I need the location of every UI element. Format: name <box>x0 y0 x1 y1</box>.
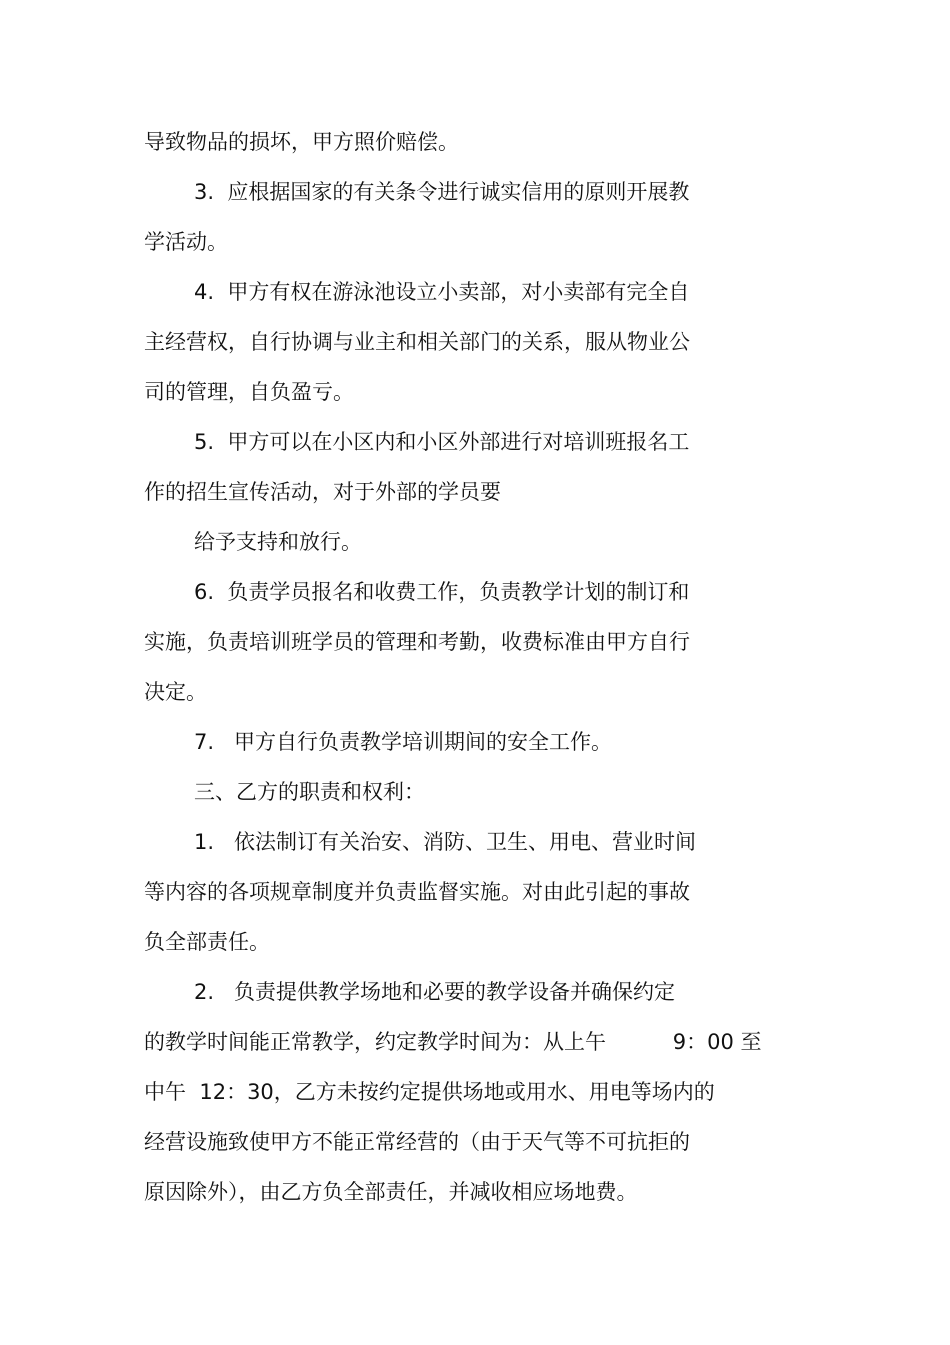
text-line: 经营设施致使甲方不能正常经营的（由于天气等不可抗拒的 <box>144 1130 690 1154</box>
text-line: 主经营权，自行协调与业主和相关部门的关系，服从物业公 <box>144 330 690 354</box>
text-line: 的教学时间能正常教学，约定教学时间为：从上午 9：00 至 <box>144 1030 762 1054</box>
section-heading: 三、乙方的职责和权利： <box>194 780 425 804</box>
text-line: 中午 12：30，乙方未按约定提供场地或用水、用电等场内的 <box>144 1080 715 1104</box>
text-line: 司的管理，自负盈亏。 <box>144 380 354 404</box>
text-line: 等内容的各项规章制度并负责监督实施。对由此引起的事故 <box>144 880 690 904</box>
text-line: 原因除外），由乙方负全部责任，并减收相应场地费。 <box>144 1180 638 1204</box>
text-line: 给予支持和放行。 <box>194 530 362 554</box>
text-line: 学活动。 <box>144 230 228 254</box>
text-line: 3. 应根据国家的有关条令进行诚实信用的原则开展教 <box>194 180 690 204</box>
text-line: 实施，负责培训班学员的管理和考勤，收费标准由甲方自行 <box>144 630 690 654</box>
text-line: 负全部责任。 <box>144 930 270 954</box>
text-line: 作的招生宣传活动，对于外部的学员要 <box>144 480 501 504</box>
text-line: 导致物品的损坏，甲方照价赔偿。 <box>144 130 459 154</box>
text-line: 7. 甲方自行负责教学培训期间的安全工作。 <box>194 730 613 754</box>
text-line: 5. 甲方可以在小区内和小区外部进行对培训班报名工 <box>194 430 690 454</box>
text-line: 2. 负责提供教学场地和必要的教学设备并确保约定 <box>194 980 676 1004</box>
text-line: 1. 依法制订有关治安、消防、卫生、用电、营业时间 <box>194 830 697 854</box>
text-line: 4. 甲方有权在游泳池设立小卖部，对小卖部有完全自 <box>194 280 690 304</box>
text-line: 6. 负责学员报名和收费工作，负责教学计划的制订和 <box>194 580 690 604</box>
text-line: 决定。 <box>144 680 207 704</box>
